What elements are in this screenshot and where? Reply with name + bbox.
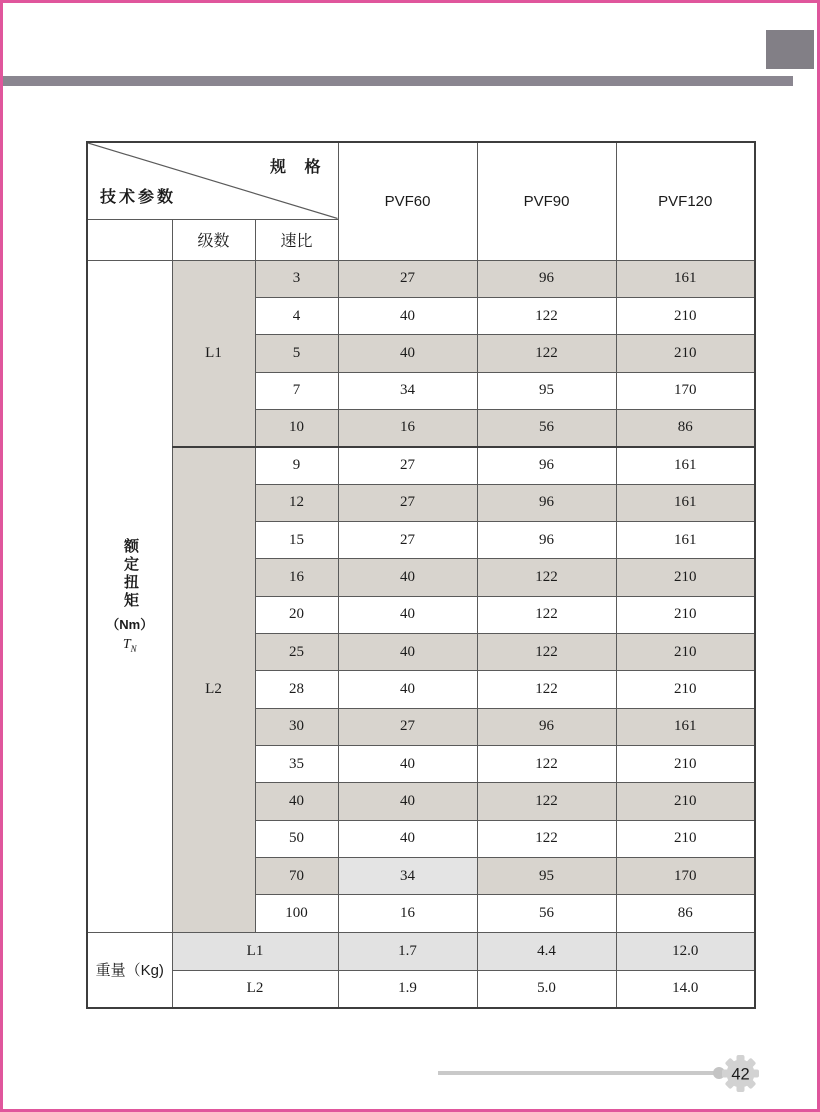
stage-header-cell: 级数	[172, 219, 255, 260]
value-cell-pvf60: 40	[338, 335, 477, 372]
value-cell-pvf60: 27	[338, 447, 477, 484]
value-cell-pvf60: 27	[338, 260, 477, 297]
weight-value-cell: 12.0	[616, 932, 755, 970]
value-cell-pvf90: 122	[477, 559, 616, 596]
ratio-cell: 35	[255, 745, 338, 782]
weight-stage-cell: L2	[172, 970, 338, 1008]
ratio-cell: 40	[255, 783, 338, 820]
ratio-cell: 5	[255, 335, 338, 372]
value-cell-pvf90: 122	[477, 335, 616, 372]
header-bar-decoration	[3, 76, 793, 86]
value-cell-pvf90: 122	[477, 596, 616, 633]
torque-label-cell	[87, 260, 172, 932]
ratio-cell: 12	[255, 484, 338, 521]
value-cell-pvf60: 16	[338, 895, 477, 932]
torque-row-9	[87, 447, 755, 484]
weight-row-l2	[87, 970, 755, 1008]
value-cell-pvf120: 210	[616, 633, 755, 670]
stage-cell-l2: L2	[172, 447, 255, 932]
weight-label-cell: 重量（Kg)	[87, 932, 172, 1008]
value-cell-pvf60: 16	[338, 409, 477, 446]
value-cell-pvf90: 96	[477, 447, 616, 484]
ratio-cell: 70	[255, 858, 338, 895]
ratio-cell: 50	[255, 820, 338, 857]
torque-symbol: $T_N$	[122, 637, 137, 654]
column-header-pvf60: PVF60	[338, 142, 477, 260]
value-cell-pvf120: 161	[616, 484, 755, 521]
ratio-header-cell: 速比	[255, 219, 338, 260]
value-cell-pvf60: 40	[338, 633, 477, 670]
value-cell-pvf60: 40	[338, 671, 477, 708]
value-cell-pvf120: 210	[616, 745, 755, 782]
value-cell-pvf120: 210	[616, 596, 755, 633]
weight-value-cell: 4.4	[477, 932, 616, 970]
value-cell-pvf90: 95	[477, 858, 616, 895]
gear-icon	[720, 1053, 761, 1094]
page-number: 42	[731, 1065, 750, 1084]
tech-params-label: 技术参数	[100, 188, 177, 206]
value-cell-pvf90: 56	[477, 895, 616, 932]
ratio-cell: 10	[255, 409, 338, 446]
torque-unit: （Nm）	[106, 617, 154, 633]
value-cell-pvf90: 122	[477, 745, 616, 782]
header-square-decoration	[766, 30, 814, 69]
ratio-cell: 20	[255, 596, 338, 633]
column-header-pvf90: PVF90	[477, 142, 616, 260]
ratio-cell: 100	[255, 895, 338, 932]
value-cell-pvf120: 210	[616, 820, 755, 857]
value-cell-pvf120: 161	[616, 708, 755, 745]
value-cell-pvf60: 40	[338, 745, 477, 782]
value-cell-pvf60: 40	[338, 783, 477, 820]
ratio-cell: 9	[255, 447, 338, 484]
value-cell-pvf120: 86	[616, 409, 755, 446]
value-cell-pvf120: 161	[616, 260, 755, 297]
weight-value-cell: 1.7	[338, 932, 477, 970]
value-cell-pvf60: 40	[338, 297, 477, 334]
value-cell-pvf120: 170	[616, 858, 755, 895]
weight-row-l1	[87, 932, 755, 970]
ratio-cell: 4	[255, 297, 338, 334]
value-cell-pvf120: 170	[616, 372, 755, 409]
value-cell-pvf60: 40	[338, 559, 477, 596]
ratio-cell: 3	[255, 260, 338, 297]
weight-value-cell: 1.9	[338, 970, 477, 1008]
value-cell-pvf120: 210	[616, 559, 755, 596]
value-cell-pvf60: 34	[338, 372, 477, 409]
value-cell-pvf120: 210	[616, 335, 755, 372]
value-cell-pvf90: 56	[477, 409, 616, 446]
torque-row-3	[87, 260, 755, 297]
diagonal-header-cell	[87, 142, 338, 219]
empty-header-cell	[87, 219, 172, 260]
value-cell-pvf120: 210	[616, 783, 755, 820]
value-cell-pvf60: 34	[338, 858, 477, 895]
value-cell-pvf60: 40	[338, 596, 477, 633]
value-cell-pvf60: 40	[338, 820, 477, 857]
footer-line-decoration	[438, 1071, 718, 1075]
stage-cell-l1: L1	[172, 260, 255, 447]
value-cell-pvf120: 86	[616, 895, 755, 932]
torque-label: 额定扭矩	[122, 538, 139, 611]
spec-table	[86, 141, 756, 1009]
spec-label: 规 格	[270, 159, 328, 176]
value-cell-pvf120: 161	[616, 447, 755, 484]
ratio-cell: 15	[255, 521, 338, 558]
value-cell-pvf60: 27	[338, 484, 477, 521]
value-cell-pvf90: 96	[477, 521, 616, 558]
weight-value-cell: 14.0	[616, 970, 755, 1008]
value-cell-pvf90: 122	[477, 297, 616, 334]
ratio-cell: 28	[255, 671, 338, 708]
value-cell-pvf90: 122	[477, 783, 616, 820]
value-cell-pvf60: 27	[338, 708, 477, 745]
value-cell-pvf90: 122	[477, 633, 616, 670]
value-cell-pvf90: 96	[477, 260, 616, 297]
value-cell-pvf90: 96	[477, 484, 616, 521]
ratio-cell: 30	[255, 708, 338, 745]
value-cell-pvf120: 210	[616, 297, 755, 334]
value-cell-pvf90: 122	[477, 671, 616, 708]
weight-stage-cell: L1	[172, 932, 338, 970]
value-cell-pvf120: 161	[616, 521, 755, 558]
column-header-pvf120: PVF120	[616, 142, 755, 260]
value-cell-pvf90: 122	[477, 820, 616, 857]
value-cell-pvf120: 210	[616, 671, 755, 708]
weight-value-cell: 5.0	[477, 970, 616, 1008]
ratio-cell: 7	[255, 372, 338, 409]
ratio-cell: 25	[255, 633, 338, 670]
value-cell-pvf90: 96	[477, 708, 616, 745]
table-header-row-1	[87, 142, 755, 219]
ratio-cell: 16	[255, 559, 338, 596]
value-cell-pvf60: 27	[338, 521, 477, 558]
value-cell-pvf90: 95	[477, 372, 616, 409]
